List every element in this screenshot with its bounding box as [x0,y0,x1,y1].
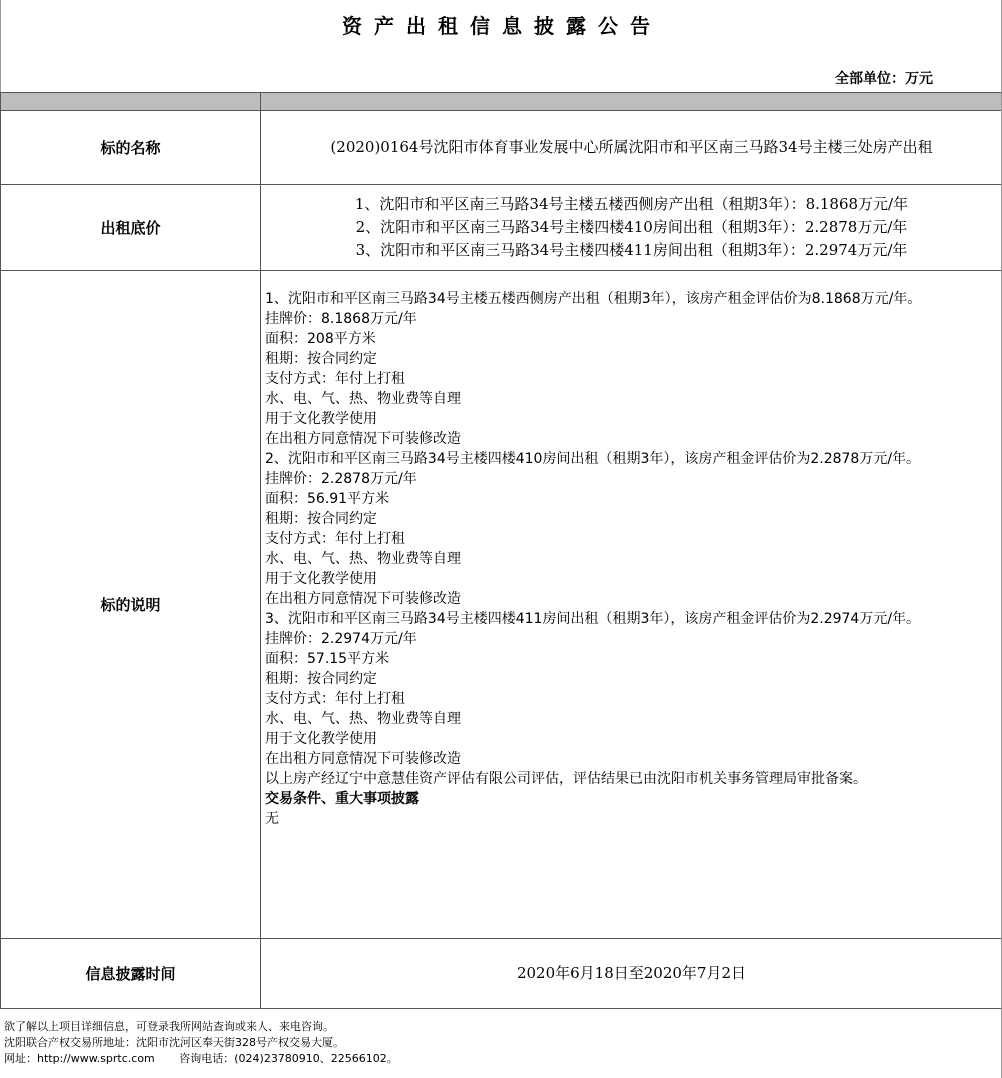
label-period: 信息披露时间 [1,939,261,1009]
row-description [1,271,1002,939]
desc-line: 挂牌价：2.2974万元/年 [265,631,417,647]
desc-line: 支付方式：年付上打租 [265,691,405,707]
desc-line: 用于文化教学使用 [265,411,377,427]
table-header-row [1,93,1002,111]
footer-line-3: 网址：http://www.sprtc.com 咨询电话：(024)23780910、22566102。 [4,1052,398,1065]
desc-line: 水、电、气、热、物业费等自理 [265,551,461,567]
label-name: 标的名称 [1,111,261,185]
desc-line: 支付方式：年付上打租 [265,531,405,547]
desc-line: 租期：按合同约定 [265,511,377,527]
label-description: 标的说明 [1,271,261,939]
value-name: (2020)0164号沈阳市体育事业发展中心所属沈阳市和平区南三马路34号主楼三处房产出租 [261,111,1002,185]
header-cell-left [1,93,261,111]
desc-line: 支付方式：年付上打租 [265,371,405,387]
desc-line: 2、沈阳市和平区南三马路34号主楼四楼410房间出租（租期3年），该房产租金评估价为2.2878万元/年。 [265,451,921,467]
desc-line: 在出租方同意情况下可装修改造 [265,751,461,767]
title-area [0,0,1002,92]
value-period: 2020年6月18日至2020年7月2日 [261,939,1002,1009]
label-price: 出租底价 [1,185,261,271]
desc-line: 挂牌价：8.1868万元/年 [265,311,417,327]
desc-line: 1、沈阳市和平区南三马路34号主楼五楼西侧房产出租（租期3年），该房产租金评估价为8.1868万元/年。 [265,291,922,307]
row-name [1,111,1002,185]
page-title: 资产出租信息披露公告 [342,14,662,38]
desc-line: 水、电、气、热、物业费等自理 [265,711,461,727]
desc-line: 面积：208平方米 [265,331,376,347]
info-table [0,92,1002,1009]
row-period [1,939,1002,1009]
desc-line: 3、沈阳市和平区南三马路34号主楼四楼411房间出租（租期3年），该房产租金评估价为2.2974万元/年。 [265,611,921,627]
footer-notes [4,1019,398,1067]
desc-line: 租期：按合同约定 [265,671,377,687]
header-cell-right [261,93,1002,111]
desc-line: 在出租方同意情况下可装修改造 [265,431,461,447]
desc-line: 面积：57.15平方米 [265,651,390,667]
desc-line: 租期：按合同约定 [265,351,377,367]
desc-line: 用于文化教学使用 [265,731,377,747]
conditions-heading: 交易条件、重大事项披露 [265,791,419,807]
conditions-value: 无 [265,811,279,827]
value-description [261,271,1002,939]
row-price [1,185,1002,271]
price-line-2: 2、沈阳市和平区南三马路34号主楼四楼410房间出租（租期3年）：2.2878万元/年 [355,218,908,236]
desc-line: 用于文化教学使用 [265,571,377,587]
desc-line: 挂牌价：2.2878万元/年 [265,471,417,487]
value-price [261,185,1002,271]
price-line-3: 3、沈阳市和平区南三马路34号主楼四楼411房间出租（租期3年）：2.2974万元/年 [355,241,908,259]
footer-line-2: 沈阳联合产权交易所地址：沈阳市沈河区奉天街328号产权交易大厦。 [4,1036,344,1049]
desc-line: 以上房产经辽宁中意慧佳资产评估有限公司评估，评估结果已由沈阳市机关事务管理局审批备案。 [265,771,867,787]
desc-line: 在出租方同意情况下可装修改造 [265,591,461,607]
desc-line: 面积：56.91平方米 [265,491,390,507]
desc-line: 水、电、气、热、物业费等自理 [265,391,461,407]
footer-line-1: 欲了解以上项目详细信息，可登录我所网站查询或来人、来电咨询。 [4,1020,334,1033]
unit-note: 全部单位：万元 [835,71,933,87]
price-line-1: 1、沈阳市和平区南三马路34号主楼五楼西侧房产出租（租期3年）：8.1868万元/年 [354,195,909,213]
